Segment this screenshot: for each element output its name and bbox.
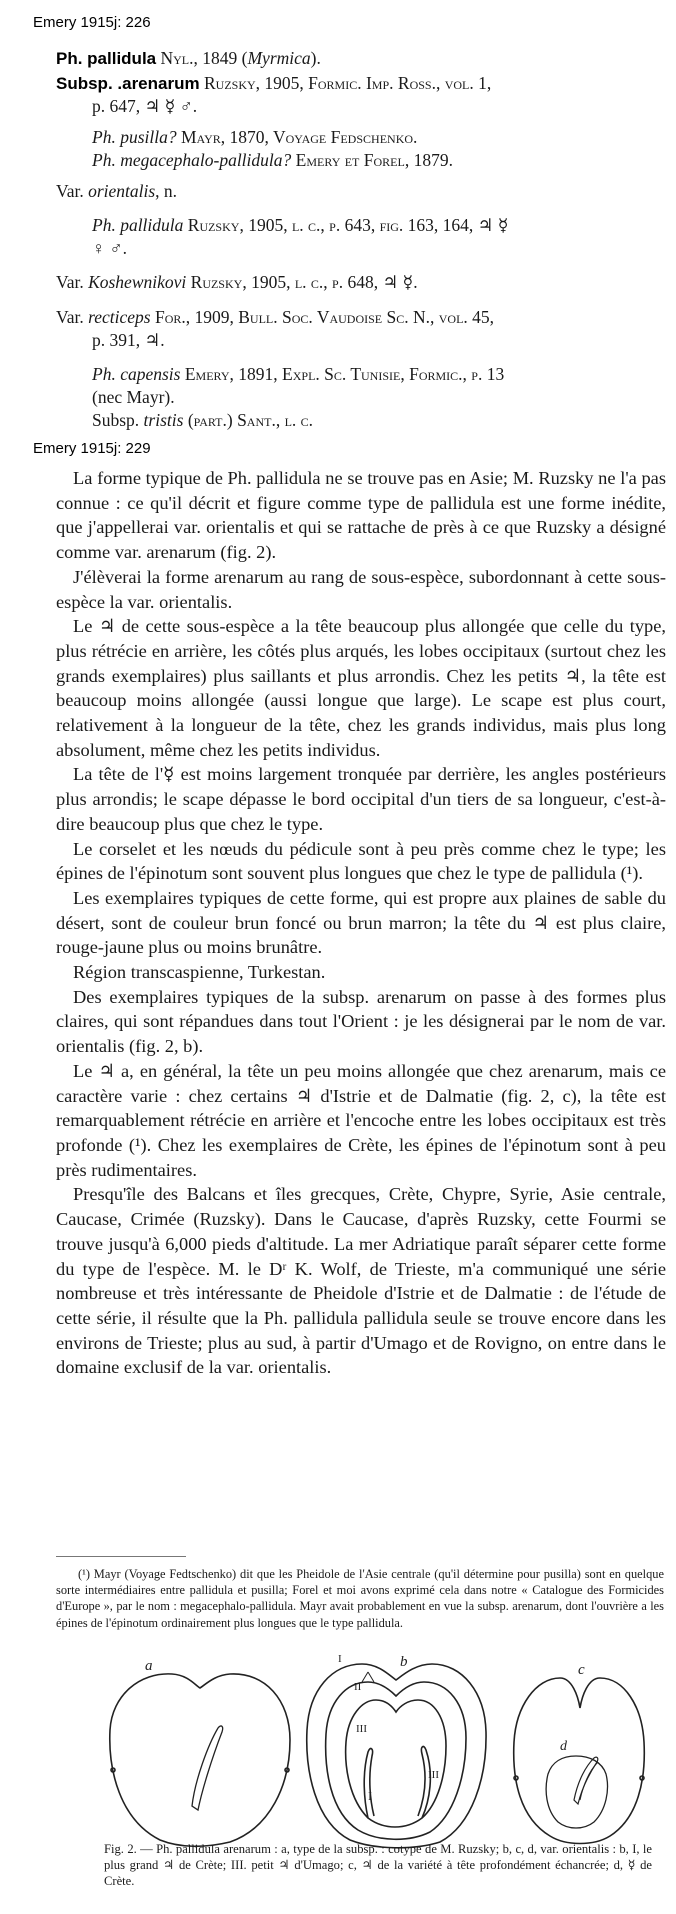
entry-author: Mayr, 1870, Voyage Fedschenko. — [180, 127, 418, 147]
entry-subsp: Subsp. .arenarum — [56, 74, 200, 93]
entry-end: ). — [310, 48, 321, 68]
entry-var: Var. — [56, 272, 84, 292]
fig-roman-III-right: III — [428, 1769, 439, 1781]
footnote-divider — [56, 1556, 186, 1557]
entry-author: Nyl., 1849 ( — [160, 48, 248, 68]
entry-rest: , n. — [155, 181, 178, 201]
entry-capensis — [92, 364, 504, 385]
page-header-226: Emery 1915j: 226 — [33, 14, 151, 31]
fig-roman-I-top: I — [338, 1653, 342, 1665]
fig-label-c: c — [578, 1662, 585, 1678]
entry-name: orientalis — [88, 181, 156, 201]
fig-roman-III-left: III — [356, 1723, 367, 1735]
entry-author: Emery et Forel, 1879. — [295, 150, 453, 170]
footnote — [56, 1566, 664, 1631]
entry-author: Emery, 1891, Expl. Sc. Tunisie, Formic., p. 13 — [184, 364, 505, 384]
figure-2 — [100, 1650, 660, 1850]
fig-label-b: b — [400, 1654, 408, 1670]
entry-tristis — [92, 410, 313, 431]
entry-name: recticeps — [88, 307, 151, 327]
paragraph: Le ♃ de cette sous-espèce a la tête beaucoup plus allongée que celle du type, plus rétrécie en arrière, les côtés plus arqués, les lobes occipitaux (surtout chez les grands exemplaires) plus saillants et plus arrondis. Chez les petits ♃, la tête est beaucoup moins allongée (aussi longue que large). Le scape est plus court, relativement à la longueur de la tête, chez les grands individus, mais plus long absolument, même chez les petits individus. — [56, 616, 666, 760]
paragraph: La tête de l'☿ est moins largement tronquée par derrière, les angles postérieurs plus arrondis; le scape dépasse le bord occipital d'un tiers de sa longueur, c'est-à-dire beaucoup plus que chez le type. — [56, 764, 666, 834]
entry-orientalis — [56, 181, 177, 202]
entry-var: Var. — [56, 181, 84, 201]
figure-caption — [104, 1841, 652, 1889]
entry-var: Var. — [56, 307, 84, 327]
paragraph: Le ♃ a, en général, la tête un peu moins allongée que chez arenarum, mais ce caractère varie : chez certains ♃ d'Istrie et de Dalmatie (fig. 2, c), la tête est remarquablement rétrécie en arrière et l'encoche entre les lobes occipitaux est très profonde (¹). Chez les exemplaires de Crète, les épines de l'épinotum sont à peu près rudimentaires. — [56, 1060, 666, 1180]
entry-name: Ph. pusilla? — [92, 127, 177, 147]
paragraph: J'élèverai la forme arenarum au rang de sous-espèce, subordonnant à cette sous-espèce la var. orientalis. — [56, 566, 666, 612]
paragraph: Des exemplaires typiques de la subsp. arenarum on passe à des formes plus claires, qui sont répandues dans tout l'Orient : je les désignerai par le nom de var. orientalis (fig. 2, b). — [56, 986, 666, 1057]
fig-label-a: a — [145, 1658, 153, 1674]
entry-name: tristis — [143, 410, 184, 430]
paragraph: Les exemplaires typiques de cette forme, qui est propre aux plaines de sable du désert, sont de couleur brun foncé ou brun marron; la tête du ♃ est plus claire, rouge-jaune plus ou moins brunâtre. — [56, 887, 666, 958]
entry-arenarum — [56, 73, 491, 94]
entry-author: Ruzsky, 1905, l. c., p. 643, fig. 163, 164, ♃ ☿ — [187, 215, 509, 235]
head-outline-c — [514, 1678, 645, 1844]
entry-recticeps — [56, 307, 494, 328]
entry-name: Ph. pallidula — [92, 215, 184, 235]
entry-megacephalo — [92, 150, 453, 171]
entry-name: Koshewnikovi — [88, 272, 187, 292]
entry-pallidula — [56, 48, 321, 69]
paragraph: Le corselet et les nœuds du pédicule sont à peu près comme chez le type; les épines de l'épinotum sont souvent plus longues que chez le type de pallidula (¹). — [56, 838, 666, 884]
caption-text: Fig. 2. — Ph. pallidula arenarum : a, type de la subsp. : cotype de M. Ruzsky; b, c, d, var. orientalis : b, I, le plus grand ♃ de Crète; III. petit ♃ d'Umago; c, ♃ de la variété à tête profondément échancrée; d, ☿ de Crète. — [104, 1842, 652, 1888]
head-outline-b — [307, 1664, 486, 1848]
footnote-text: (¹) Mayr (Voyage Fedtschenko) dit que les Pheidole de l'Asie centrale (qu'il détermine pour pusilla) sont en quelque sorte intermédiaires entre pallidula et pusilla; Forel et moi avons exprimé cela dans notre « Catalogue des Formicides d'Europe », par le nom : megacephalo-pallidula. Mayr avait probablement en vue la subsp. arenarum, dont l'ouvrière a les épines de l'épinotum ordinairement plus longues que le type pallidula. — [56, 1567, 664, 1630]
entry-capensis-line2: (nec Mayr). — [92, 387, 175, 407]
fig-roman-II: II — [354, 1681, 362, 1693]
entry-author: (part.) Sant., l. c. — [187, 410, 314, 430]
fig-roman-I: I — [368, 1789, 372, 1803]
entry-genus: Myrmica — [247, 48, 311, 68]
entry-subsp: Subsp. — [92, 410, 140, 430]
entry-name: Ph. capensis — [92, 364, 181, 384]
paragraph: Région transcaspienne, Turkestan. — [73, 962, 326, 983]
page-header-229: Emery 1915j: 229 — [33, 440, 151, 457]
entry-pusilla — [92, 127, 417, 148]
entry-author: Ruzsky, 1905, Formic. Imp. Ross., vol. 1, — [203, 73, 492, 93]
entry-arenarum-line2: p. 647, ♃ ☿ ♂. — [92, 96, 198, 116]
entry-name: Ph. pallidula — [56, 49, 157, 68]
entry-pallidula-line2: ♀ ♂. — [92, 238, 127, 258]
entry-pallidula-ruzsky — [92, 215, 508, 236]
entry-author: For., 1909, Bull. Soc. Vaudoise Sc. N., vol. 45, — [154, 307, 495, 327]
entry-koshewnikovi — [56, 272, 418, 293]
paragraph: La forme typique de Ph. pallidula ne se trouve pas en Asie; M. Ruzsky ne l'a pas connue : ce qu'il décrit et figure comme type de pallidula est une forme inédite, que j'appellerai var. orientalis et qui se rattache de près à ce que Ruzsky a désigné comme var. arenarum (fig. 2). — [56, 468, 666, 563]
paragraph: Presqu'île des Balcans et îles grecques, Crète, Chypre, Syrie, Asie centrale, Caucase, Crimée (Ruzsky). Dans le Caucase, d'après Ruzsky, cette Fourmi se trouve jusqu'à 6,000 pieds d'altitude. La mer Adriatique paraît séparer cette forme du type de l'espèce. M. le Dʳ K. Wolf, de Trieste, m'a communiqué une série nombreuse et très intéressante de Pheidole d'Istrie et de Dalmatie : de l'étude de cette série, il résulte que la Ph. pallidula pallidula seule se trouve encore dans les environs de Trieste; plus au sud, à partir d'Umago et de Rovigno, on entre dans le domaine exclusif de la var. orientalis. — [56, 1184, 666, 1378]
fig-label-d: d — [560, 1739, 567, 1754]
head-outline-a — [110, 1674, 290, 1846]
entry-name: Ph. megacephalo-pallidula? — [92, 150, 292, 170]
entry-author: Ruzsky, 1905, l. c., p. 648, ♃ ☿. — [190, 272, 418, 292]
entry-recticeps-line2: p. 391, ♃. — [92, 330, 165, 350]
main-text — [56, 466, 666, 1380]
